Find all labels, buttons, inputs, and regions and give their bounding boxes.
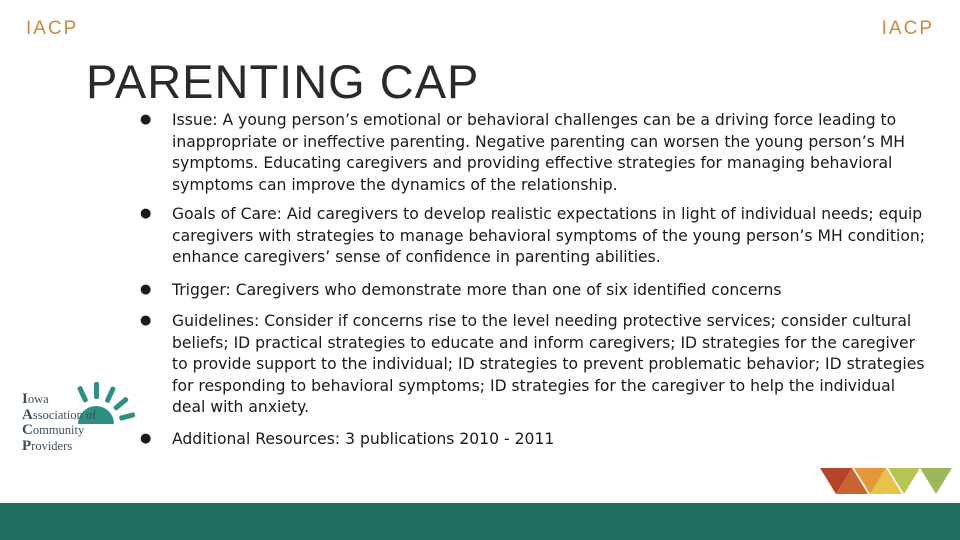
bullet-text: Trigger: Caregivers who demonstrate more than one of six identified concerns xyxy=(172,280,782,299)
bullet-dot-icon: ● xyxy=(140,430,152,446)
bullet-text: Additional Resources: 3 publications 2010 - 2011 xyxy=(172,429,555,448)
bullet-text: Goals of Care: Aid caregivers to develop realistic expectations in light of individual needs; equip caregivers with strategies to manage behavioral symptoms of the young person’s MH condition; enhance caregivers’ sense of confidence in parenting abilities. xyxy=(172,205,925,266)
bullet-item-guidelines xyxy=(140,311,930,419)
iacp-logo xyxy=(22,380,152,465)
footer-bar xyxy=(0,503,960,540)
bullet-list xyxy=(140,110,930,450)
bullet-item-trigger xyxy=(140,280,930,302)
bullet-dot-icon: ● xyxy=(140,281,152,297)
brand-label-left: IACP xyxy=(26,18,79,39)
brand-label-right: IACP xyxy=(881,18,934,39)
bullet-text: Guidelines: Consider if concerns rise to the level needing protective services; consider cultural beliefs; ID practical strategies to educate and inform caregivers; ID strategies for the caregiver to provide support to the individual; ID strategies to prevent problematic behavior; ID strategies for responding to behavioral symptoms; ID strategies for the caregiver to help the individual deal with anxiety. xyxy=(172,312,925,416)
bullet-dot-icon: ● xyxy=(140,112,152,127)
bullet-item-issue xyxy=(140,110,930,196)
bullet-dot-icon: ● xyxy=(140,206,152,221)
bullet-item-goals-of-care xyxy=(140,204,930,269)
bullet-text: Issue: A young person’s emotional or behavioral challenges can be a driving force leading to inappropriate or ineffective parenting. Negative parenting can worsen the young person’s MH symptoms. Educating caregivers and providing effective strategies for managing behavioral symptoms can improve the dynamics of the relationship. xyxy=(172,111,905,194)
bullet-dot-icon: ● xyxy=(140,313,152,328)
logo-wordmark: Iowa Association of Community Providers xyxy=(22,391,97,454)
bullet-item-additional-resources xyxy=(140,429,930,451)
triangle-decoration-icon xyxy=(820,468,952,494)
slide-title: PARENTING CAP xyxy=(86,55,480,108)
